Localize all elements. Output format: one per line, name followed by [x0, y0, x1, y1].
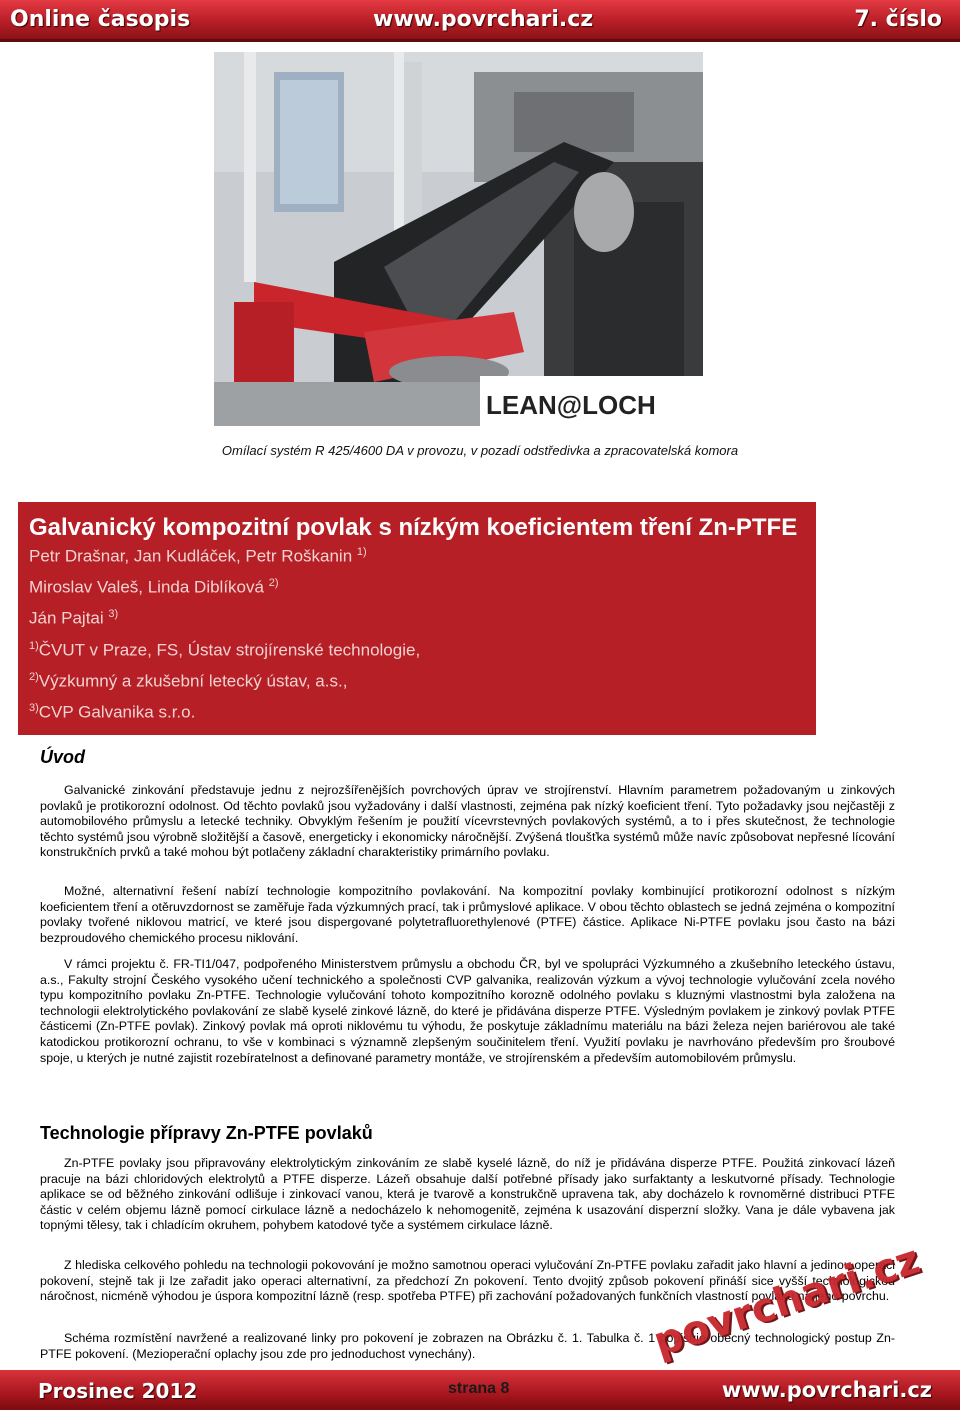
- issue-number: 7. číslo: [854, 7, 942, 32]
- article-title: Galvanický kompozitní povlak s nízkým koeficientem tření Zn-PTFE: [29, 514, 798, 541]
- intro-paragraph-3: V rámci projektu č. FR-TI1/047, podpořeného Ministerstvem průmyslu a obchodu ČR, byl ve spolupráci Výzkumného a zkušebního leteckého ústavu, a.s., Fakulty strojní Českého vysokého učení technického a společnosti CVP galvanika, realizován výzkum a vývoj technologie vylučování zcela nového typu kompozitního povlaku Zn-PTFE. Technologie vylučování tohoto kompozitního korozně odolného povlaku s kluznými vlastnostmi byla založena na technologii elektrolytického povlakování ze slabě kyselé zinkové lázně, do které je přidávána disperze PTFE. Výsledným povlakem je zinkový povlak PTFE částicemi (Zn-PTFE povlak). Zinkový povlak má oproti niklovému tu výhodu, že poskytuje základnímu materiálu na bázi železa nejen bariérovou ale také katodickou protikorozní ochranu, to vše v kombinaci s významně zlepšeným součinitelem tření. Využití povlaku je navrhováno především pro šroubové spoje, u kterých je nutné zajistit rozebíratelnost a definované parametry montáže, ve strojírenském a především automobilovém průmyslu.: [40, 957, 895, 1065]
- lean-loch-logo: LEAN@LOCH: [486, 390, 656, 420]
- tech-paragraph-2: Z hlediska celkového pohledu na technologii pokovování je možno samotnou operaci vylučování Zn-PTFE povlaku zařadit jako hlavní a jedinou operaci pokovení, stejně tak ji lze zařadit jako operaci alternativní, za předchozí Zn pokovení. Tento dvojitý způsob pokovení přináší sice vyšší technologickou náročnost, nicméně výhodou je úspora kompozitní lázně (resp. spotřeba PTFE) při zachování požadovaných funkčních vlastností povlaku na jeho povrchu.: [40, 1258, 895, 1304]
- footer-website-link[interactable]: www.povrchari.cz: [721, 1378, 932, 1402]
- issue-date: Prosinec 2012: [38, 1379, 198, 1403]
- authors-line-1: Petr Drašnar, Jan Kudláček, Petr Roškanin $^{1)}$: [29, 546, 367, 566]
- intro-paragraph-2: Možné, alternativní řešení nabízí technologie kompozitního povlakování. Na kompozitní povlaky kombinující protikorozní odolnost s nízkým koeficientem tření a otěruvzdornost se zaměřuje řada výzkumných prací, tak i průmyslové aplikace. V obou těchto oblastech se jedná zejména o kompozitní povlaky tvořené niklovou matricí, ve které jsou dispergované polytetrafluorethylenové (PTFE) částice. Aplikace Ni-PTFE povlaku jsou často na bázi bezproudového chemického procesu niklování.: [40, 884, 895, 945]
- page-number: strana 8: [448, 1380, 510, 1397]
- intro-paragraph-1: Galvanické zinkování představuje jednu z nejrozšířenějších povrchových úprav ve strojírenství. Hlavním parametrem požadovaným u zinkových povlaků je protikorozní odolnost. Od těchto povlaků jsou vyžadovány i další vlastnosti, zejména pak nízký koeficient tření. Tyto požadavky jsou nejčastěji z automobilového průmyslu a letecké techniky. Obvyklým řešením je použití vícevrstevných povlakových systémů, a to i přes skutečnost, že technologie těchto systémů jsou výrobně složitější a časově, energeticky i ekonomicky náročnější. Zvýšená tloušťka systémů může navíc způsobovat nepřesné lícování konstrukčních prvků a také mohou být potlačeny základní charakteristiky primárního povlaku.: [40, 783, 895, 860]
- tech-paragraph-3: Schéma rozmístění navržené a realizované linky pro pokovení je zobrazen na Obrázku č. 1. Tabulka č. 1 popisuje obecný technologický postup Zn-PTFE pokovení. (Mezioperační oplachy jsou zde pro jednoduchost vynechány).: [40, 1331, 895, 1361]
- technology-heading: Technologie přípravy Zn-PTFE povlaků: [40, 1123, 373, 1143]
- tech-paragraph-1: Zn-PTFE povlaky jsou připravovány elektrolytickým zinkováním ze slabě kyselé lázně, do níž je přidávána disperze PTFE. Použitá zinkovací lázeň pracuje na bázi chloridových elektrolytů a PTFE disperze. Lázeň obsahuje další potřebné přísady jako surfaktanty a leskutvorné přísady. Technologie aplikace se od běžného zinkování odlišuje i zinkovací vanou, která je tvarově a konstrukčně upravena tak, aby docházelo k rovnoměrné distribuci PTFE částic v celém objemu lázně pomocí cirkulace lázně a nedocházelo k nehomogenitě, zejména k usazování disperzní složky. Vana je dále vybavena jak topnými tělesy, tak i chladícím okruhem, pohybem katodové tyče a systémem cirkulace lázně.: [40, 1156, 895, 1233]
- website-link[interactable]: www.povrchari.cz: [373, 7, 594, 32]
- article-title-box: [18, 502, 816, 735]
- header-banner: [0, 0, 960, 42]
- photo-caption: Omílací systém R 425/4600 DA v provozu, v pozadí odstředivka a zpracovatelská komora: [221, 443, 739, 458]
- intro-heading: Úvod: [40, 747, 85, 767]
- authors-line-2: Miroslav Valeš, Linda Diblíková $^{2)}$: [29, 577, 279, 597]
- affiliation-1: $^{1)}$ČVUT v Praze, FS, Ústav strojírenské technologie,: [29, 640, 421, 660]
- affiliation-2: $^{2)}$Výzkumný a zkušební letecký ústav, a.s.,: [29, 671, 348, 691]
- watermark-logo: povrchari.cz: [648, 1236, 926, 1366]
- affiliation-3: $^{3)}$CVP Galvanika s.r.o.: [29, 702, 196, 722]
- magazine-name: Online časopis: [10, 7, 191, 32]
- factory-photo: [214, 52, 703, 426]
- authors-line-3: Ján Pajtai $^{3)}$: [29, 608, 119, 628]
